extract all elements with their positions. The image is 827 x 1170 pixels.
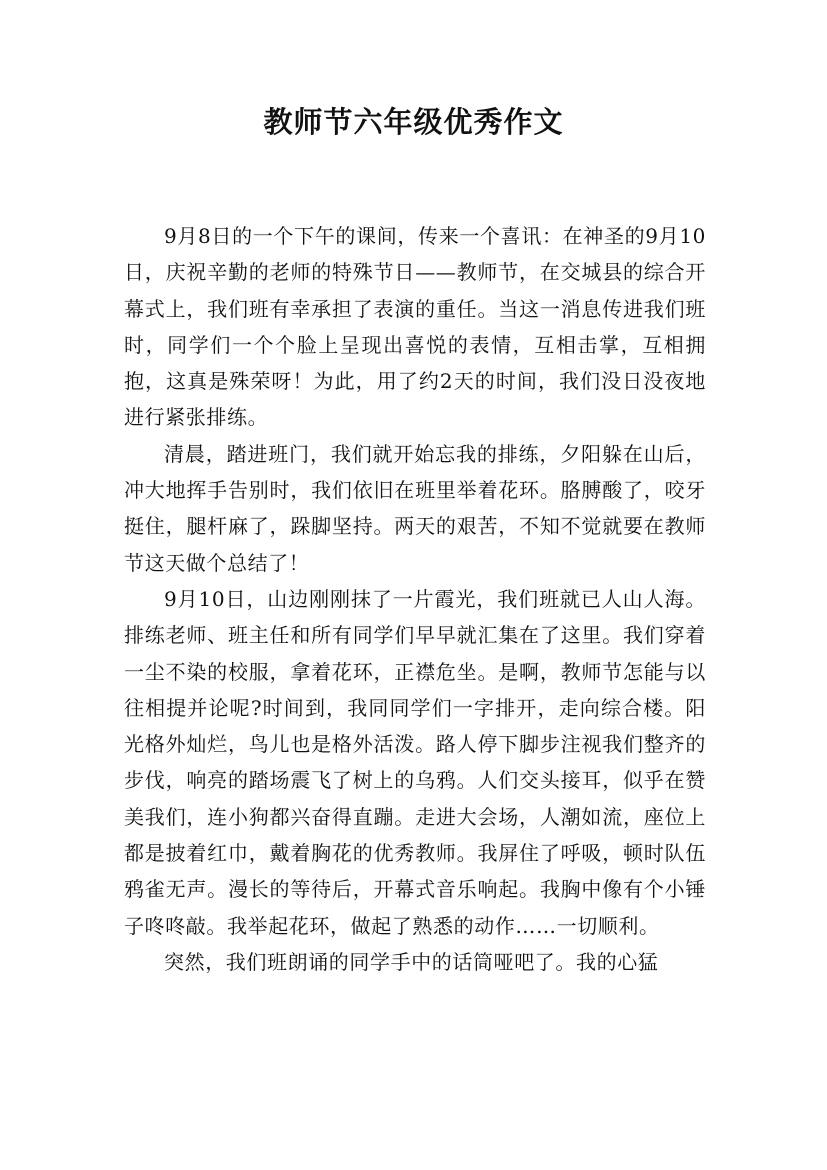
document-title: 教师节六年级优秀作文 bbox=[263, 105, 564, 139]
paragraph: 清晨，踏进班门，我们就开始忘我的排练，夕阳躲在山后，冲大地挥手告别时，我们依旧在班里举着花环。胳膊酸了，咬牙挺住，腿杆麻了，跺脚坚持。两天的艰苦，不知不觉就要在教师节这天做个总结了！ bbox=[124, 441, 706, 575]
paragraph: 9月8日的一个下午的课间，传来一个喜讯：在神圣的9月10日，庆祝辛勤的老师的特殊节日——教师节，在交城县的综合开幕式上，我们班有幸承担了表演的重任。当这一消息传进我们班时，同学们一个个脸上呈现出喜悦的表情，互相击掌，互相拥抱，这真是殊荣呀！为此，用了约2天的时间，我们没日没夜地进行紧张排练。 bbox=[124, 224, 706, 430]
paragraph: 9月10日，山边刚刚抹了一片霞光，我们班就已人山人海。排练老师、班主任和所有同学们早早就汇集在了这里。我们穿着一尘不染的校服，拿着花环，正襟危坐。是啊，教师节怎能与以往相提并论呢?时间到，我同同学们一字排开，走向综合楼。阳光格外灿烂，鸟儿也是格外活泼。路人停下脚步注视我们整齐的步伐，响亮的踏场震飞了树上的乌鸦。人们交头接耳，似乎在赞美我们，连小狗都兴奋得直蹦。走进大会场，人潮如流，座位上都是披着红巾，戴着胸花的优秀教师。我屏住了呼吸，顿时队伍鸦雀无声。漫长的等待后，开幕式音乐响起。我胸中像有个小锤子咚咚敲。我举起花环，做起了熟悉的动作……一切顺利。 bbox=[124, 586, 706, 938]
paragraph: 突然，我们班朗诵的同学手中的话筒哑吧了。我的心猛 bbox=[164, 949, 659, 974]
document-body bbox=[124, 218, 706, 980]
